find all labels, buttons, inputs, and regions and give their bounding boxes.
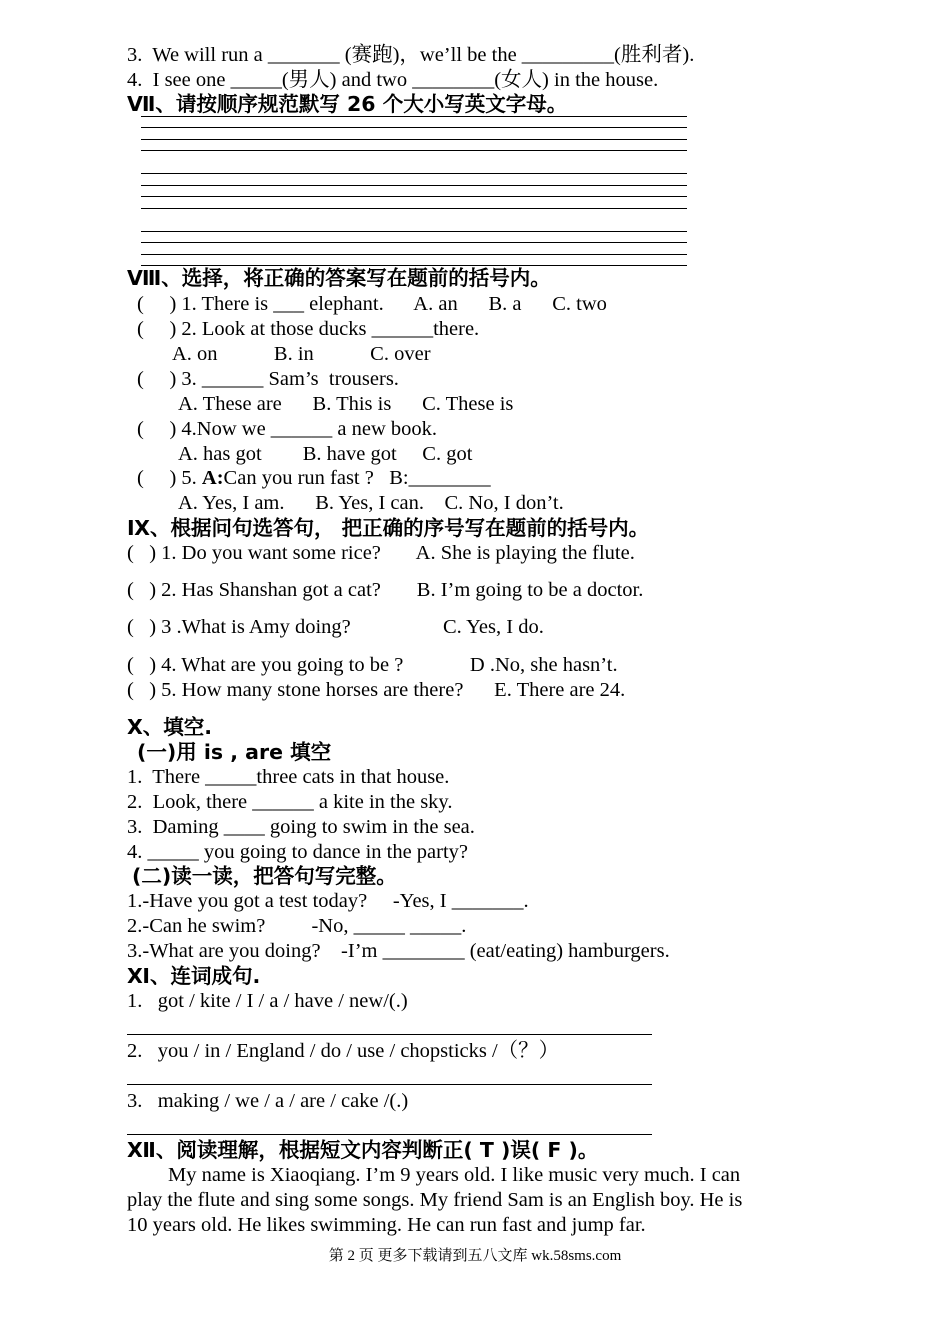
choice-options-4: A. has got B. have got C. got xyxy=(178,443,473,465)
choice-question-5-prefix: ( ) 5. xyxy=(137,467,202,489)
choice-question-4: ( ) 4.Now we ______ a new book. xyxy=(137,418,438,440)
fill-is-are-4: 4. _____ you going to dance in the party? xyxy=(127,841,469,863)
writing-line xyxy=(141,185,687,186)
choice-question-5-text: Can you run fast ? B:________ xyxy=(223,467,491,489)
writing-line xyxy=(141,173,687,174)
choice-options-2: A. on B. in C. over xyxy=(172,343,431,365)
choice-question-3: ( ) 3. ______ Sam’s trousers. xyxy=(137,368,399,390)
match-question-2: ( ) 2. Has Shanshan got a cat? B. I’m going to be a doctor. xyxy=(127,579,644,601)
word-order-2: 2. you / in / England / do / use / chopsticks /（？） xyxy=(127,1040,560,1062)
section-12-title: Ⅻ、阅读理解，根据短文内容判断正( T )误( F )。 xyxy=(127,1138,599,1162)
match-question-3: ( ) 3 .What is Amy doing? C. Yes, I do. xyxy=(127,616,544,638)
answer-line xyxy=(127,1134,652,1135)
fill-line-3: 3. We will run a _______ (赛跑)，we’ll be the _________(胜利者). xyxy=(127,44,695,66)
choice-question-1: ( ) 1. There is ___ elephant. A. an B. a C. two xyxy=(137,293,607,315)
complete-answer-3: 3.-What are you doing? -I’m ________ (eat/eating) hamburgers. xyxy=(127,940,670,962)
writing-line xyxy=(141,254,687,255)
speaker-a-label: A: xyxy=(201,467,224,489)
section-7-title: Ⅶ、请按顺序规范默写 26 个大小写英文字母。 xyxy=(127,92,568,116)
section-10-title: Ⅹ、填空. xyxy=(127,715,213,739)
reading-passage-line-3: 10 years old. He likes swimming. He can run fast and jump far. xyxy=(127,1214,646,1236)
word-order-1: 1. got / kite / I / a / have / new/(.) xyxy=(127,990,408,1012)
match-question-5: ( ) 5. How many stone horses are there? E. There are 24. xyxy=(127,679,626,701)
choice-options-3: A. These are B. This is C. These is xyxy=(178,393,514,415)
choice-options-5: A. Yes, I am. B. Yes, I can. C. No, I don’t. xyxy=(178,492,564,514)
complete-answer-2: 2.-Can he swim? -No, _____ _____. xyxy=(127,915,467,937)
page-footer: 第 2 页 更多下载请到五八文库 wk.58sms.com xyxy=(328,1248,622,1264)
section-8-title: Ⅷ、选择，将正确的答案写在题前的括号内。 xyxy=(127,266,551,290)
reading-passage-line-2: play the flute and sing some songs. My friend Sam is an English boy. He is xyxy=(127,1189,743,1211)
writing-line xyxy=(141,139,687,140)
complete-answer-1: 1.-Have you got a test today? -Yes, I _______. xyxy=(127,890,529,912)
writing-line xyxy=(141,127,687,128)
match-question-4: ( ) 4. What are you going to be ? D .No, she hasn’t. xyxy=(127,654,618,676)
writing-line xyxy=(141,196,687,197)
match-question-1: ( ) 1. Do you want some rice? A. She is playing the flute. xyxy=(127,542,635,564)
reading-passage-line-1: My name is Xiaoqiang. I’m 9 years old. I like music very much. I can xyxy=(127,1164,741,1186)
choice-question-5 xyxy=(137,466,491,490)
answer-line xyxy=(127,1034,652,1035)
fill-line-4: 4. I see one _____(男人) and two ________(女人) in the house. xyxy=(127,69,659,91)
writing-line xyxy=(141,208,687,209)
section-11-title: Ⅺ、连词成句. xyxy=(127,964,261,988)
section-9-title: Ⅸ、根据问句选答句， 把正确的序号写在题前的括号内。 xyxy=(127,516,650,540)
choice-question-2: ( ) 2. Look at those ducks ______there. xyxy=(137,318,480,340)
writing-line xyxy=(141,231,687,232)
fill-is-are-2: 2. Look, there ______ a kite in the sky. xyxy=(127,791,453,813)
fill-is-are-1: 1. There _____three cats in that house. xyxy=(127,766,450,788)
answer-line xyxy=(127,1084,652,1085)
word-order-3: 3. making / we / a / are / cake /(.) xyxy=(127,1090,409,1112)
writing-line xyxy=(141,150,687,151)
fill-is-are-3: 3. Daming ____ going to swim in the sea. xyxy=(127,816,475,838)
writing-line xyxy=(141,242,687,243)
writing-line xyxy=(141,116,687,117)
section-10-part-1-title: (一)用 is , are 填空 xyxy=(137,740,332,764)
section-10-part-2-title: (二)读一读，把答句写完整。 xyxy=(132,864,397,888)
